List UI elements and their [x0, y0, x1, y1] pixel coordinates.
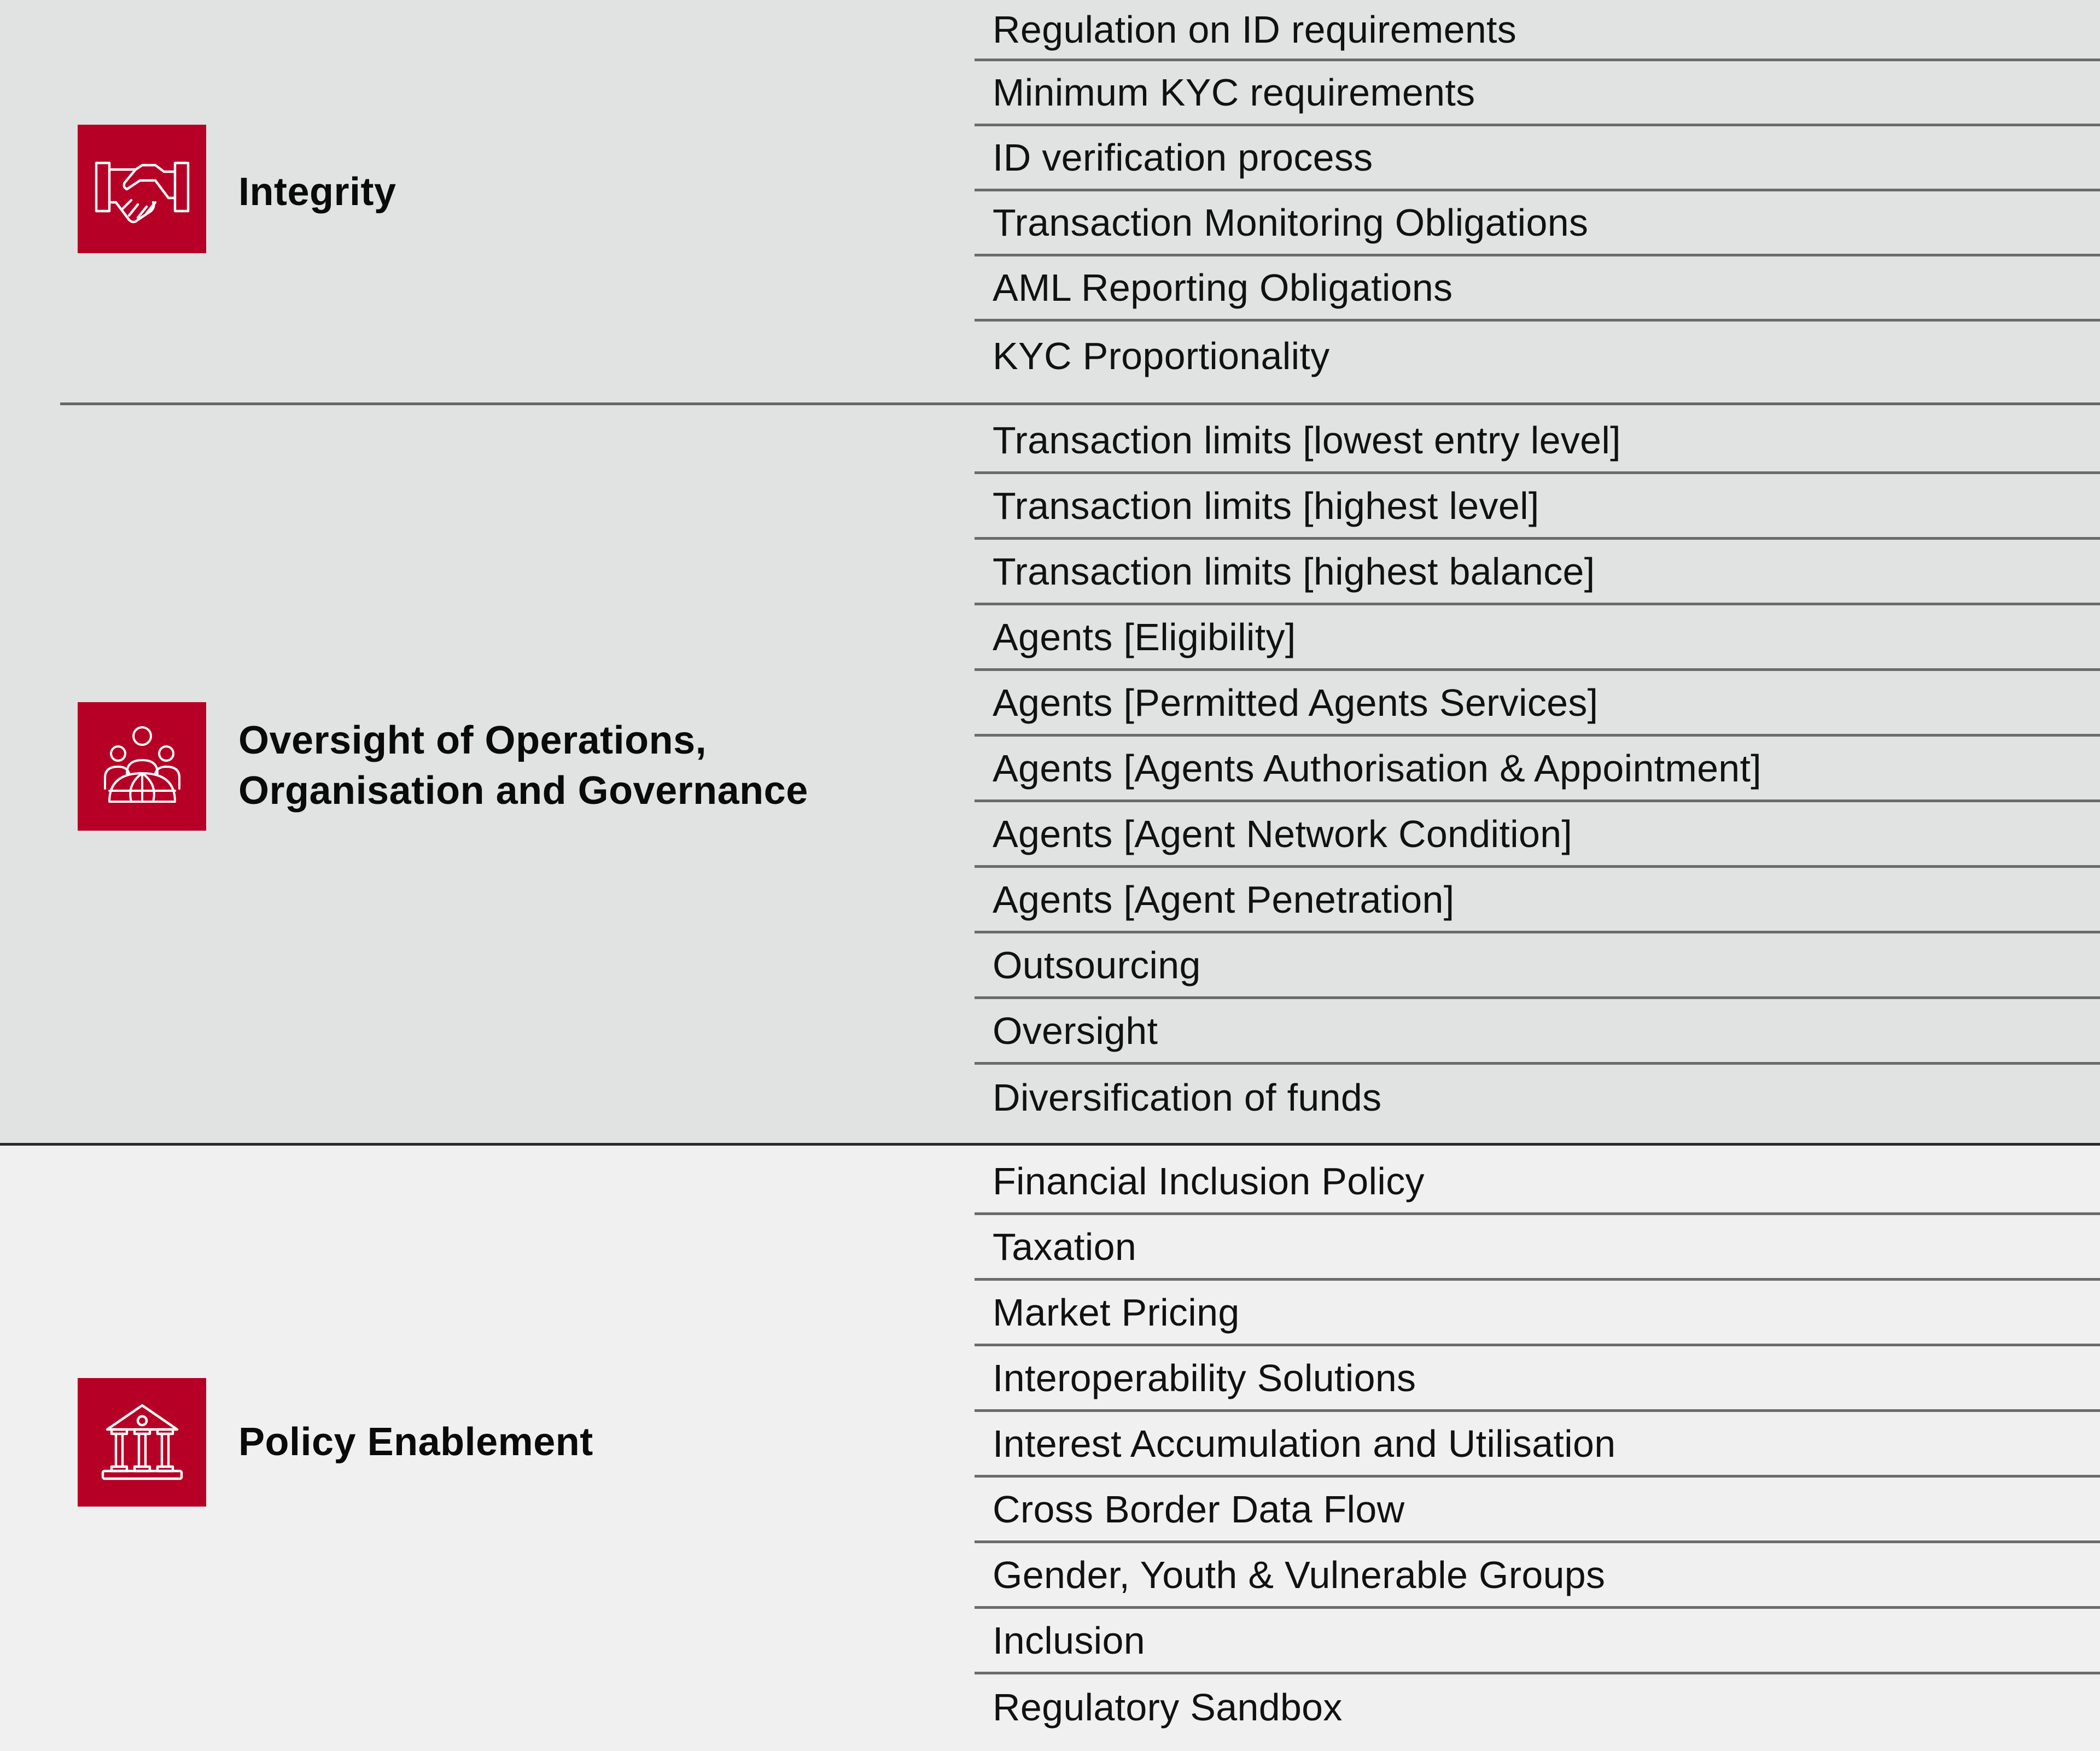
item-label: Inclusion [993, 1619, 1145, 1662]
category-label-integrity: Integrity [238, 170, 396, 214]
list-item [975, 1281, 2100, 1346]
list-item [975, 737, 2100, 802]
list-item [975, 1674, 2100, 1740]
people-globe-icon [78, 702, 206, 831]
item-label: Minimum KYC requirements [993, 71, 1475, 114]
item-label: Agents [Agent Network Condition] [993, 812, 1573, 855]
item-label: Financial Inclusion Policy [993, 1159, 1425, 1203]
item-label: Diversification of funds [993, 1076, 1382, 1119]
list-item [975, 1543, 2100, 1609]
item-list-oversight [975, 408, 2100, 1141]
item-label: Interoperability Solutions [993, 1356, 1416, 1399]
handshake-icon [78, 125, 206, 253]
list-item [975, 671, 2100, 737]
list-item [975, 0, 2100, 61]
list-item [975, 322, 2100, 404]
item-label: Transaction limits [lowest entry level] [993, 418, 1621, 462]
item-label: Regulatory Sandbox [993, 1686, 1343, 1729]
list-item [975, 1412, 2100, 1478]
category-label-policy: Policy Enablement [238, 1420, 593, 1464]
list-item [975, 1478, 2100, 1543]
list-item [975, 191, 2100, 256]
list-item [975, 1215, 2100, 1281]
list-item [975, 605, 2100, 671]
list-item [975, 999, 2100, 1065]
item-label: Taxation [993, 1225, 1137, 1268]
item-label: KYC Proportionality [993, 335, 1330, 377]
item-label: Agents [Agent Penetration] [993, 878, 1455, 921]
category-section-integrity [0, 0, 2100, 405]
category-label-oversight [238, 715, 808, 816]
list-item [975, 61, 2100, 126]
item-label: Outsourcing [993, 943, 1201, 987]
item-label: Regulation on ID requirements [993, 8, 1517, 51]
item-label: Interest Accumulation and Utilisation [993, 1422, 1616, 1465]
list-item [975, 802, 2100, 868]
item-label: Cross Border Data Flow [993, 1487, 1405, 1531]
list-item [975, 1149, 2100, 1215]
item-label: Gender, Youth & Vulnerable Groups [993, 1553, 1606, 1596]
item-label: Agents [Agents Authorisation & Appointment] [993, 746, 1762, 790]
item-label: Transaction limits [highest level] [993, 484, 1539, 527]
item-list-integrity [975, 0, 2100, 404]
list-item [975, 1609, 2100, 1674]
item-label: Market Pricing [993, 1291, 1240, 1334]
government-building-icon [78, 1378, 206, 1507]
list-item [975, 408, 2100, 474]
category-section-policy [0, 1146, 2100, 1751]
list-item [975, 1346, 2100, 1412]
category-label-line-1: Oversight of Operations, [238, 719, 707, 762]
item-label: Agents [Permitted Agents Services] [993, 681, 1599, 724]
category-section-oversight [0, 405, 2100, 1146]
list-item [975, 868, 2100, 933]
list-item [975, 933, 2100, 999]
list-item [975, 474, 2100, 540]
item-label: ID verification process [993, 136, 1373, 179]
list-item [975, 256, 2100, 322]
item-label: Oversight [993, 1009, 1158, 1052]
item-label: Transaction Monitoring Obligations [993, 201, 1589, 244]
item-label: Transaction limits [highest balance] [993, 550, 1595, 593]
category-label-line-2: Organisation and Governance [238, 769, 808, 813]
list-item [975, 1065, 2100, 1141]
item-list-policy [975, 1149, 2100, 1740]
list-item [975, 126, 2100, 191]
item-label: AML Reporting Obligations [993, 266, 1453, 309]
item-label: Agents [Eligibility] [993, 615, 1296, 658]
list-item [975, 540, 2100, 605]
